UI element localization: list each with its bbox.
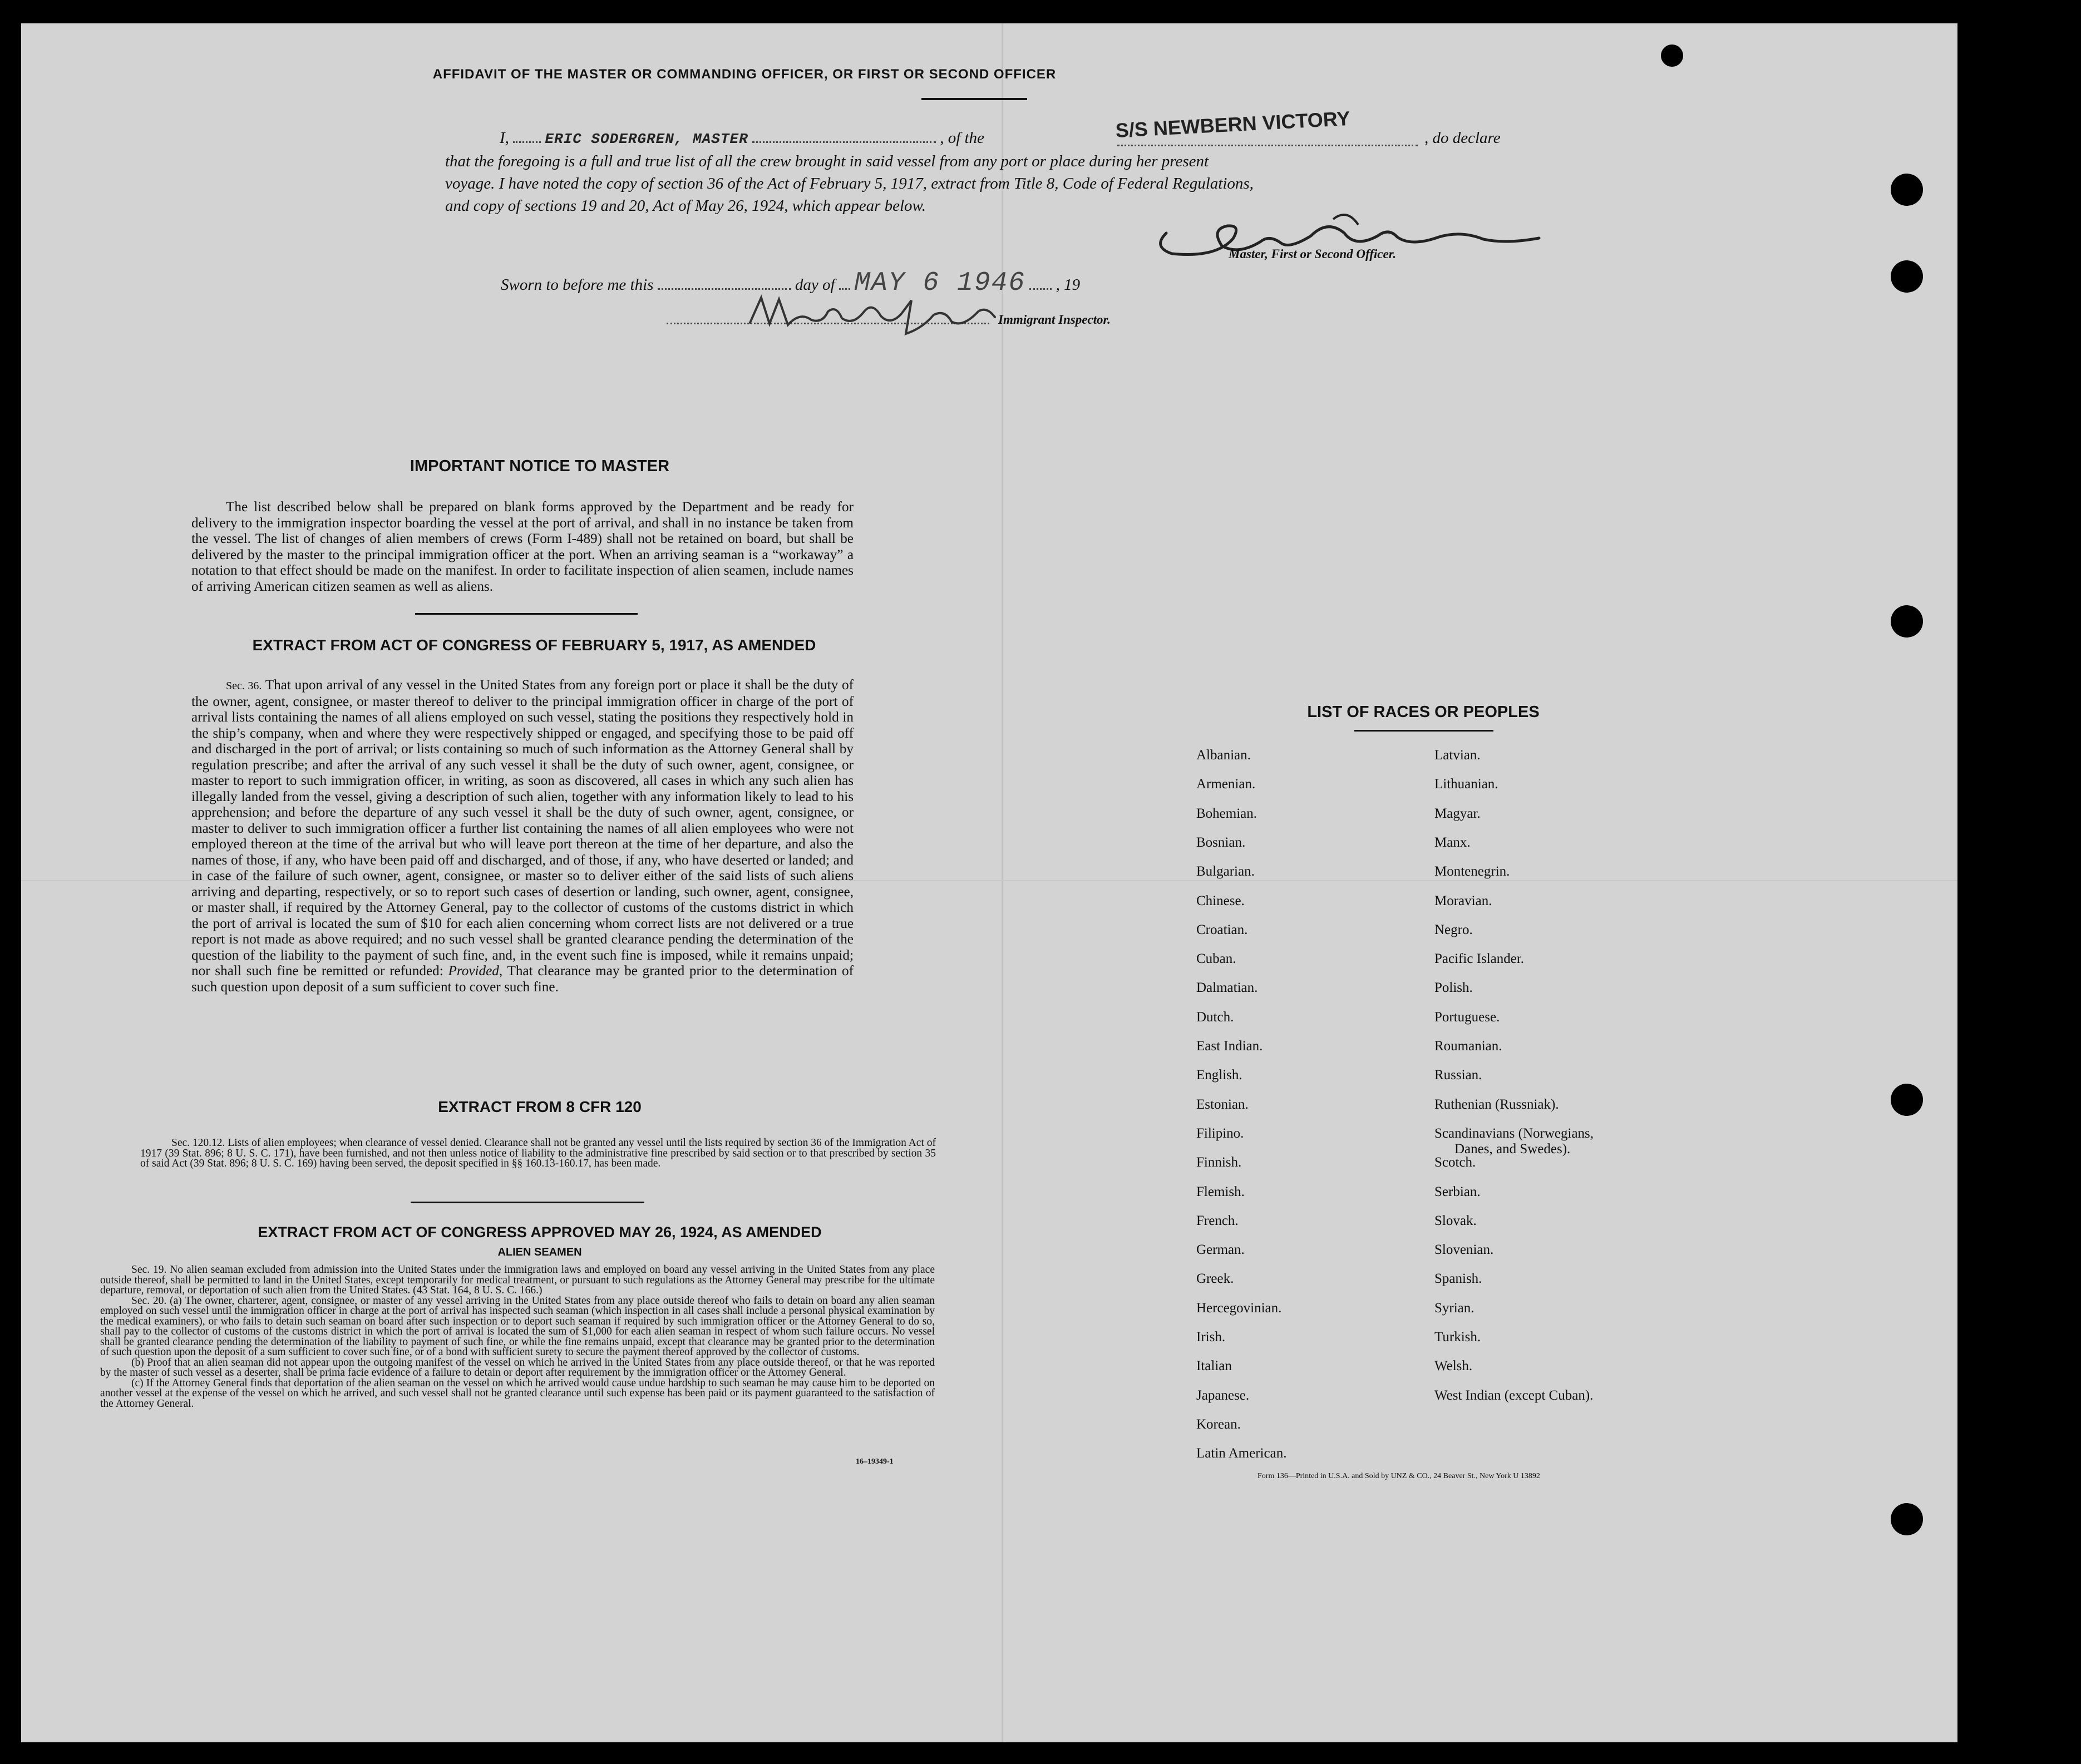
race-item: Bosnian. [1196,834,1246,850]
binder-hole-6 [1661,45,1683,67]
i-label: I, [500,129,509,147]
race-item: Finnish. [1196,1155,1242,1170]
printer-footer: Form 136—Printed in U.S.A. and Sold by UNZ & CO., 24 Beaver St., New York U 13892 [1258,1472,1540,1480]
races-underline [1354,730,1493,732]
race-item: Italian [1196,1358,1232,1374]
nineteen-label: , 19 [1056,276,1081,294]
race-item: Cuban. [1196,951,1236,967]
race-item: Latin American. [1196,1446,1287,1461]
race-item: Roumanian. [1434,1039,1502,1054]
inspector-caption: Immigrant Inspector. [998,313,1111,327]
affidavit-line-4: and copy of sections 19 and 20, Act of May 26, 1924, which appear below. [445,197,926,215]
race-item: Manx. [1434,834,1471,850]
race-item: Polish. [1434,980,1473,996]
vessel-name: S/S NEWBERN VICTORY [1115,106,1351,142]
race-item: Filipino. [1196,1125,1244,1141]
cfr-text: Sec. 120.12. Lists of alien employees; when clearance of vessel denied. Clearance shall not be granted any vessel until the lists required by section 36 of the Immigration Act of 1917 (39 Stat. 896; 8 U. S. C. 171), have been furnished, and not then unless notice of liability to the administrative fine prescribed by said section or to that prescribed by section 35 of said Act (39 Stat. 896; 8 U. S. C. 169) having been served, the deposit specified in §§ 160.13-160.17, has been made. [140,1137,936,1169]
race-item: Moravian. [1434,893,1492,908]
races-title: LIST OF RACES OR PEOPLES [1307,703,1540,721]
binder-hole-3 [1891,605,1923,638]
binder-hole-1 [1891,174,1923,206]
extract-1917-body [191,678,854,995]
race-item: Greek. [1196,1271,1234,1287]
affidavit-line-1 [500,129,984,147]
race-item: Spanish. [1434,1271,1482,1287]
proviso-text: That clearance may be granted prior to the determination of such question upon deposit of a sum sufficient to cover such fine. [191,963,854,995]
binder-hole-4 [1891,1084,1923,1116]
notice-body [191,500,854,595]
race-item: Slovenian. [1434,1242,1494,1258]
race-item: Latvian. [1434,748,1481,763]
affidavit-line-3: voyage. I have noted the copy of section 36 of the Act of February 5, 1917, extract from Title 8, Code of Federal Regulations, [445,175,1254,192]
race-item: Ruthenian (Russniak). [1434,1096,1559,1112]
race-item: Bulgarian. [1196,864,1255,879]
race-item: Magyar. [1434,806,1481,821]
extract-1924-title: EXTRACT FROM ACT OF CONGRESS APPROVED MAY 26, 1924, AS AMENDED [258,1224,822,1241]
notice-title: IMPORTANT NOTICE TO MASTER [410,457,670,475]
extract-cfr-body [140,1138,936,1169]
race-item: West Indian (except Cuban). [1434,1387,1594,1403]
proviso-label: Provided, [448,963,503,979]
inspector-signature [744,289,1000,339]
title-underline [921,98,1027,100]
master-name: ERIC SODERGREN, MASTER [545,131,748,147]
cfr-divider [411,1202,644,1203]
document-page [21,23,1957,1742]
master-caption: Master, First or Second Officer. [1229,247,1397,261]
race-item: Negro. [1434,922,1473,937]
race-item: Pacific Islander. [1434,951,1525,967]
do-declare-label: , do declare [1424,129,1501,147]
date-stamp: MAY 6 1946 [854,268,1026,298]
binder-hole-5 [1891,1503,1923,1535]
race-item: Dalmatian. [1196,980,1258,996]
race-item: Flemish. [1196,1184,1245,1199]
extract-1924-subtitle: ALIEN SEAMEN [497,1246,582,1258]
form-number: 16–19349-1 [856,1457,894,1466]
race-item: Armenian. [1196,777,1256,792]
race-item: East Indian. [1196,1039,1263,1054]
race-item: Syrian. [1434,1300,1475,1316]
race-item: Croatian. [1196,922,1248,937]
race-item: Estonian. [1196,1096,1249,1112]
sec20b-text: (b) Proof that an alien seaman did not appear upon the outgoing manifest of the vessel on which he arrived in the United States from any place outside thereof, or that he was reported by the master of such vessel as a deserter, shall be prima facie evidence of a failure to detain or deport after requirement by the immigration officer or the Attorney General. [100,1356,935,1378]
sec20c-text: (c) If the Attorney General finds that deportation of the alien seaman on the vessel on which he arrived would cause undue hardship to such seaman he may cause him to be deported on another vessel at the expense of the vessel on which he arrived, and such vessel shall not be granted clearance until such expense has been paid or its payment guaranteed to the satisfaction of the Attorney General. [100,1377,935,1410]
sworn-prefix: Sworn to before me this [501,276,654,294]
race-item: Turkish. [1434,1330,1481,1345]
race-item: Scandinavians (Norwegians, [1434,1125,1594,1141]
vessel-dotline [1117,145,1418,146]
race-item: Slovak. [1434,1213,1477,1228]
notice-divider [415,613,638,615]
race-item: Dutch. [1196,1009,1234,1025]
day-of-label: day of [795,276,835,294]
race-item: Serbian. [1434,1184,1481,1199]
race-item: Danes, and Swedes). [1454,1141,1571,1157]
race-item: Chinese. [1196,893,1245,908]
sec36-text: That upon arrival of any vessel in the United States from any foreign port or place it shall be the duty of the owner, agent, consignee, or master thereof to deliver to the principal immigration officer in charge of the port of arrival lists containing the names of all aliens employed on such vessel, stating the positions they respectively hold in the ship’s company, when and where they were respectively shipped or engaged, and specifying those to be paid off and discharged in the port of arrival; or lists containing so much of such information as the Attorney General shall by regulation prescribe; and after the arrival of any such vessel it shall be the duty of such owner, agent, consignee, or master to report to such immigration officer, in writing, as soon as discovered, all cases in which any such alien has illegally landed from the vessel, giving a description of such alien, together with any information likely to lead to his apprehension; and before the departure of any such vessel it shall be the duty of such owner, agent, consignee, or master to deliver to such immigration officer a further list containing the names of all alien employees who were not employed thereon at the time of the arrival but who will leave port thereon at the time of her departure, and also the names of those, if any, who have been paid off and discharged, and of those, if any, who have deserted or landed; and in case of the failure of such owner, agent, consignee, or master so to deliver either of the said lists of such aliens arriving and departing, respectively, or so to report such cases of desertion or landing, such owner, agent, consignee, or master shall, if required by the Attorney General, pay to the collector of customs of the customs district in which the port of arrival is located the sum of $10 for each alien concerning whom correct lists are not delivered or a true report is not made as above required; and no such vessel shall be granted clearance pending the determination of the question of the liability to the payment of such fine, and, in the event such fine is imposed, while it remains unpaid; nor shall such fine be remitted or refunded: [191,678,854,979]
race-item: Portuguese. [1434,1009,1500,1025]
race-item: German. [1196,1242,1245,1258]
affidavit-title: AFFIDAVIT OF THE MASTER OR COMMANDING OFFICER, OR FIRST OR SECOND OFFICER [432,67,1057,82]
extract-1917-title: EXTRACT FROM ACT OF CONGRESS OF FEBRUARY 5, 1917, AS AMENDED [252,636,816,654]
race-item: Korean. [1196,1416,1241,1432]
extract-cfr-title: EXTRACT FROM 8 CFR 120 [438,1098,642,1115]
sec20a-text: Sec. 20. (a) The owner, charterer, agent, consignee, or master of any vessel arriving in the United States from any place outside thereof who fails to detain on board any alien seaman employed on such vessel until the immigration officer in charge at the port of arrival has inspected such seaman (which inspection in all cases shall include a personal physical examination by the medical examiners), or who fails to detain such seaman on board after such inspection or to deport such seaman if required by such immigration officer or the Attorney General to do so, shall pay to the collector of customs of the customs district in which the port of arrival is located the sum of $1,000 for each alien seaman in respect of whom such failure occurs. No vessel shall be granted clearance pending the determination of the liability to payment of such fine, or while the fine remains unpaid, except that clearance may be granted prior to the determination of such question upon the deposit of a sum sufficient to cover such fine, or of a bond with sufficient surety to secure the payment thereof approved by the collector of customs. [100,1294,935,1358]
binder-hole-2 [1891,260,1923,293]
race-item: Montenegrin. [1434,864,1510,879]
notice-body-text: The list described below shall be prepared on blank forms approved by the Department and be ready for delivery to the immigration inspector boarding the vessel at the port of arrival, and shall in no instance be taken from the vessel. The list of changes of alien members of crews (Form I-489) shall not be retained on board, but shall be delivered by the master to the principal immigration officer at the port. When an arriving seaman is a “workaway” a notation to that effect should be made on the manifest. In order to facilitate inspection of alien seamen, include names of arriving American citizen seamen as well as aliens. [191,500,854,594]
race-item: Scotch. [1434,1155,1476,1170]
sec19-text: Sec. 19. No alien seaman excluded from admission into the United States under the immigration laws and employed on board any vessel arriving in the United States from any place outside thereof, shall be permitted to land in the United States, except temporarily for medical treatment, or pursuant to such regulations as the Attorney General may prescribe for the ultimate departure, removal, or deportation of such alien from the United States. (43 Stat. 164, 8 U. S. C. 166.) [100,1264,935,1296]
race-item: Japanese. [1196,1387,1250,1403]
race-item: Irish. [1196,1330,1226,1345]
sec36-label: Sec. 36. [226,680,262,692]
race-item: Albanian. [1196,748,1251,763]
affidavit-line-2: that the foregoing is a full and true list of all the crew brought in said vessel from any port or place during her present [445,152,1209,170]
race-item: Welsh. [1434,1358,1473,1374]
race-item: English. [1196,1068,1242,1083]
extract-1924-body [100,1265,935,1409]
race-item: Bohemian. [1196,806,1258,821]
of-the-label: , of the [940,129,984,147]
race-item: Hercegovinian. [1196,1300,1282,1316]
race-item: Lithuanian. [1434,777,1498,792]
race-item: French. [1196,1213,1239,1228]
race-item: Russian. [1434,1068,1482,1083]
